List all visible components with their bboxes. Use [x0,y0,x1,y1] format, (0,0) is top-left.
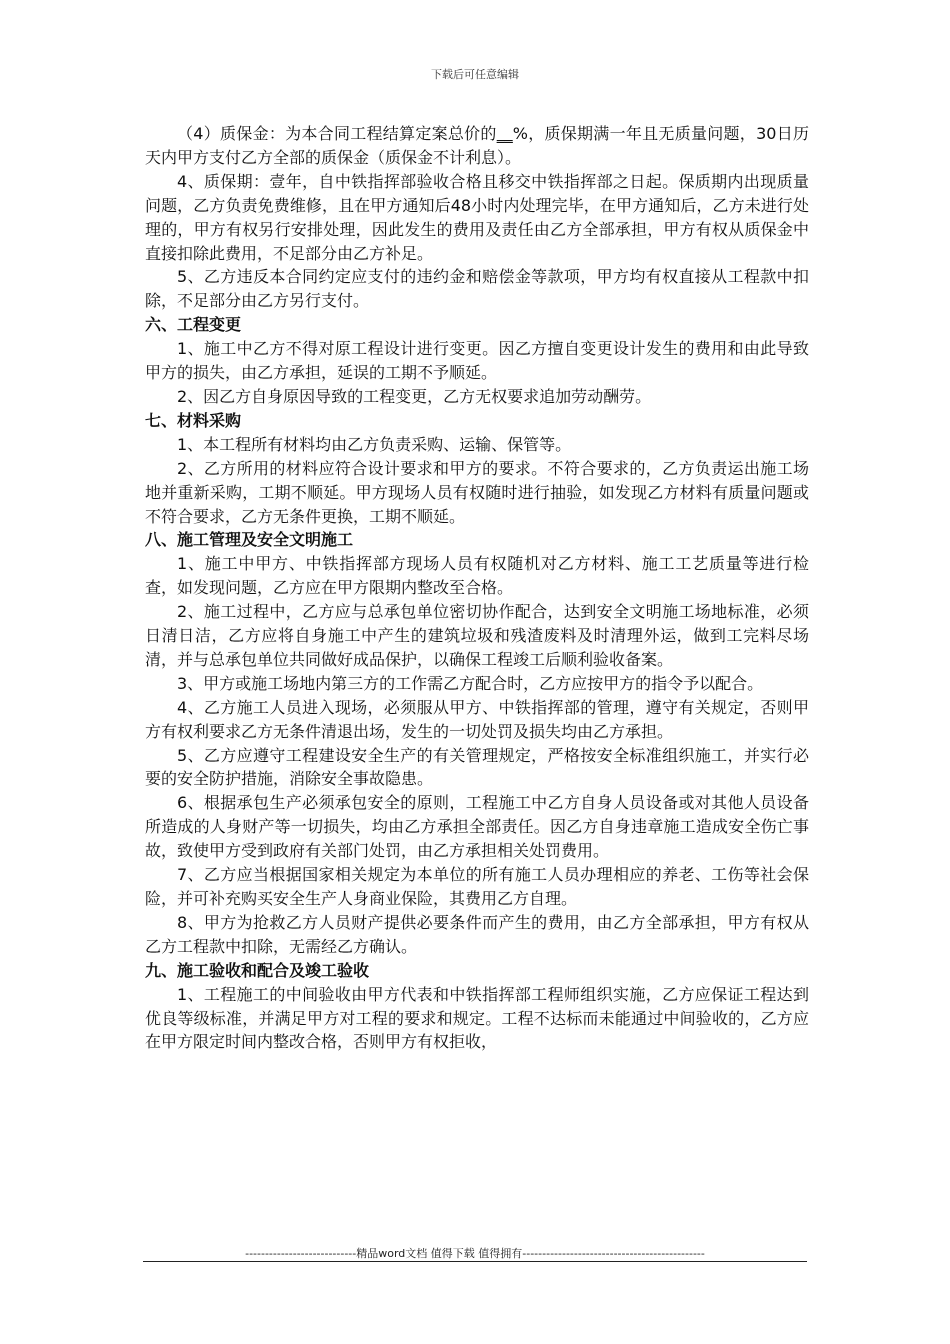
paragraph-warranty-period: 4、质保期：壹年，自中铁指挥部验收合格且移交中铁指挥部之日起。保质期内出现质量问题，乙方负责免费维修，且在甲方通知后48小时内处理完毕，在甲方通知后，乙方未进行处理的，甲方有权另行安排处理，因此发生的费用及责任由乙方全部承担，甲方有权从质保金中直接扣除此费用，不足部分由乙方补足。 [145,171,809,263]
paragraph-8-6: 6、根据承包生产必须承包安全的原则，工程施工中乙方自身人员设备或对其他人员设备所造成的人身财产等一切损失，均由乙方承担全部责任。因乙方自身违章施工造成安全伤亡事故，致使甲方受到政府有关部门处罚，由乙方承担相关处罚费用。 [145,793,809,861]
paragraph-6-1: 1、施工中乙方不得对原工程设计进行变更。因乙方擅自变更设计发生的费用和由此导致甲方的损失，由乙方承担，延误的工期不予顺延。 [145,339,809,383]
paragraph-7-1: 1、本工程所有材料均由乙方负责采购、运输、保管等。 [177,434,572,454]
section-heading-9: 九、施工验收和配合及竣工验收 [145,960,370,980]
document-body [145,122,809,1054]
paragraph-8-2: 2、施工过程中，乙方应与总承包单位密切协作配合，达到安全文明施工场地标准，必须日清日洁，乙方应将自身施工中产生的建筑垃圾和残渣废料及时清理外运，做到工完料尽场清，并与总承包单位共同做好成品保护，以确保工程竣工后顺利验收备案。 [145,602,809,669]
section-heading-7: 七、材料采购 [145,410,242,430]
paragraph-8-5: 5、乙方应遵守工程建设安全生产的有关管理规定，严格按安全标准组织施工，并实行必要的安全防护措施，消除安全事故隐患。 [145,745,809,789]
retention-text-prefix: （4）质保金：为本合同工程结算定案总价的 [177,124,497,143]
paragraph-retention-money [145,122,809,170]
paragraph-penalty-deduction: 5、乙方违反本合同约定应支付的违约金和赔偿金等款项，甲方均有权直接从工程款中扣除，不足部分由乙方另行支付。 [145,267,809,311]
paragraph-6-2: 2、因乙方自身原因导致的工程变更，乙方无权要求追加劳动酬劳。 [177,386,652,406]
paragraph-7-2: 2、乙方所用的材料应符合设计要求和甲方的要求。不符合要求的，乙方负责运出施工场地并重新采购，工期不顺延。甲方现场人员有权随时进行抽验，如发现乙方材料有质量问题或不符合要求，乙方无条件更换，工期不顺延。 [145,458,809,526]
paragraph-8-7: 7、乙方应当根据国家相关规定为本单位的所有施工人员办理相应的养老、工伤等社会保险，并可补充购买安全生产人身商业保险，其费用乙方自理。 [145,865,809,908]
paragraph-9-1: 1、工程施工的中间验收由甲方代表和中铁指挥部工程师组织实施，乙方应保证工程达到优良等级标准，并满足甲方对工程的要求和规定。工程不达标而未能通过中间验收的，乙方应在甲方限定时间内整改合格，否则甲方有权拒收， [145,984,809,1052]
section-heading-8: 八、施工管理及安全文明施工 [145,530,354,550]
paragraph-8-1: 1、施工中甲方、中铁指挥部方现场人员有权随机对乙方材料、施工工艺质量等进行检查，如发现问题，乙方应在甲方限期内整改至合格。 [145,554,809,598]
retention-text-suffix: %，质保期满一年且无质量问题，30日历天内甲方支付乙方全部的质保金（质保金不计利息）。 [145,124,809,167]
section-heading-6: 六、工程变更 [145,315,242,335]
paragraph-8-3: 3、甲方或施工场地内第三方的工作需乙方配合时，乙方应按甲方的指令予以配合。 [177,673,764,693]
page-header: 下载后可任意编辑 [431,68,519,81]
footer-divider [143,1261,807,1262]
paragraph-8-8: 8、甲方为抢救乙方人员财产提供必要条件而产生的费用，由乙方全部承担，甲方有权从乙方工程款中扣除，无需经乙方确认。 [145,912,809,956]
page-footer: ----------------------------精品word文档 值得下载 值得拥有---------------------------------------------- [245,1247,705,1260]
paragraph-8-4: 4、乙方施工人员进入现场，必须服从甲方、中铁指挥部的管理，遵守有关规定，否则甲方有权利要求乙方无条件清退出场，发生的一切处罚及损失均由乙方承担。 [145,697,809,741]
retention-percent-blank: __ [496,124,513,143]
